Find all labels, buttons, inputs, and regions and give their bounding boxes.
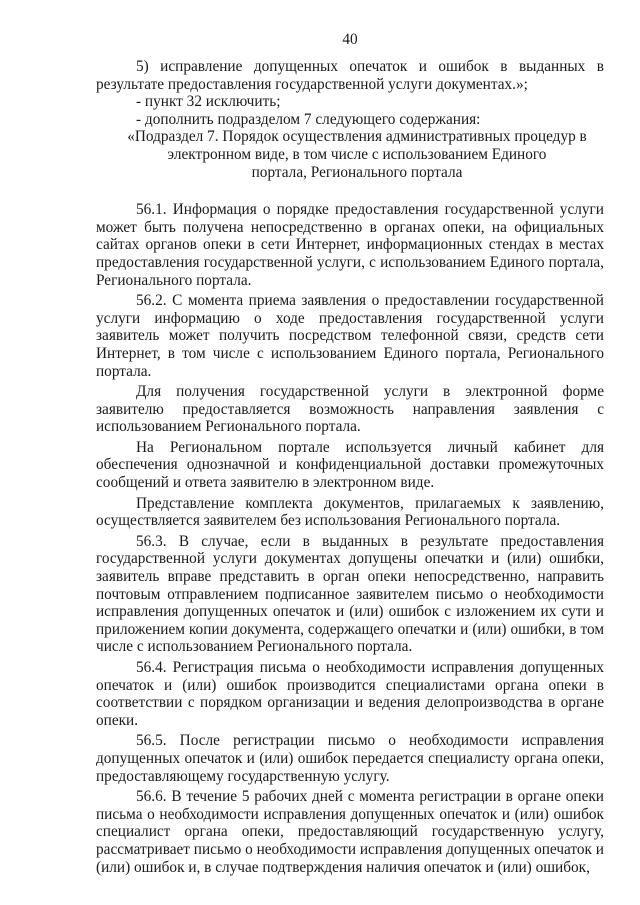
paragraph-documents-submission: Представление комплекта документов, прилагаемых к заявлению, осуществляется заявителем без использования Регионального портала.: [96, 494, 604, 530]
paragraph-56-5: 56.5. После регистрации письмо о необходимости исправления допущенных опечаток и (или) ошибок передается специалисту органа опеки, предоставляющему государственную услугу.: [96, 732, 604, 785]
document-page: [96, 30, 604, 879]
paragraph-personal-account: На Региональном портале используется личный кабинет для обеспечения однозначной и конфиденциальной доставки промежуточных сообщений и ответа заявителю в электронном виде.: [96, 438, 604, 492]
paragraph-electronic-form: Для получения государственной услуги в электронной форме заявителю предоставляется возможность направления заявления с использованием Регионального портала.: [96, 383, 604, 436]
paragraph-56-4: 56.4. Регистрация письма о необходимости исправления допущенных опечаток и (или) ошибок производится специалистами органа опеки в соответствии с порядком организации и ведения делопроизводства в органе опеки.: [96, 659, 604, 729]
paragraph-56-1: 56.1. Информация о порядке предоставления государственной услуги может быть получена непосредственно в органах опеки, на официальных сайтах органов опеки в сети Интернет, информационных стендах в местах предоставления государственной услуги, с использованием Единого портала, Регионального портала.: [96, 201, 604, 289]
intro-bullet-2: - дополнить подразделом 7 следующего содержания:: [136, 110, 481, 128]
paragraph-56-6: 56.6. В течение 5 рабочих дней с момента регистрации в органе опеки письма о необходимости исправления допущенных опечаток и (или) ошибок специалист органа опеки, предоставляющий государственную услугу, рассматривает письмо о необходимости исправления допущенных опечаток и (или) ошибок и, в случае подтверждения наличия опечаток и (или) ошибок,: [96, 788, 604, 876]
paragraph-56-2: 56.2. С момента приема заявления о предоставлении государственной услуги информацию о ходе предоставления государственной услуги заявитель может получить посредством телефонной связи, средств сети Интернет, в том числе с использованием Единого портала, Регионального портала.: [96, 292, 604, 380]
paragraph-56-3: 56.3. В случае, если в выданных в результате предоставления государственной услуги документах допущены опечатки и (или) ошибки, заявитель вправе представить в орган опеки непосредственно, направить почтовым отправлением подписанное заявителем письмо о необходимости исправления допущенных опечаток и (или) ошибок с изложением их сути и приложением копии документа, содержащего опечатки и (или) ошибки, в том числе с использованием Регионального портала.: [96, 532, 604, 656]
intro-bullet-1: - пункт 32 исключить;: [136, 93, 281, 111]
subsection-title: [96, 128, 604, 181]
page-number: 40: [342, 31, 358, 48]
subsection-title-line-2: электронном виде, в том числе с использованием Единого: [167, 145, 547, 163]
section-spacer: [96, 181, 604, 201]
intro-item-5: 5) исправление допущенных опечаток и ошибок в выданных в результате предоставления государственной услуги документах.»;: [96, 58, 604, 93]
subsection-title-line-3: портала, Регионального портала: [251, 163, 463, 181]
subsection-title-line-1: «Подраздел 7. Порядок осуществления административных процедур в: [127, 128, 587, 146]
